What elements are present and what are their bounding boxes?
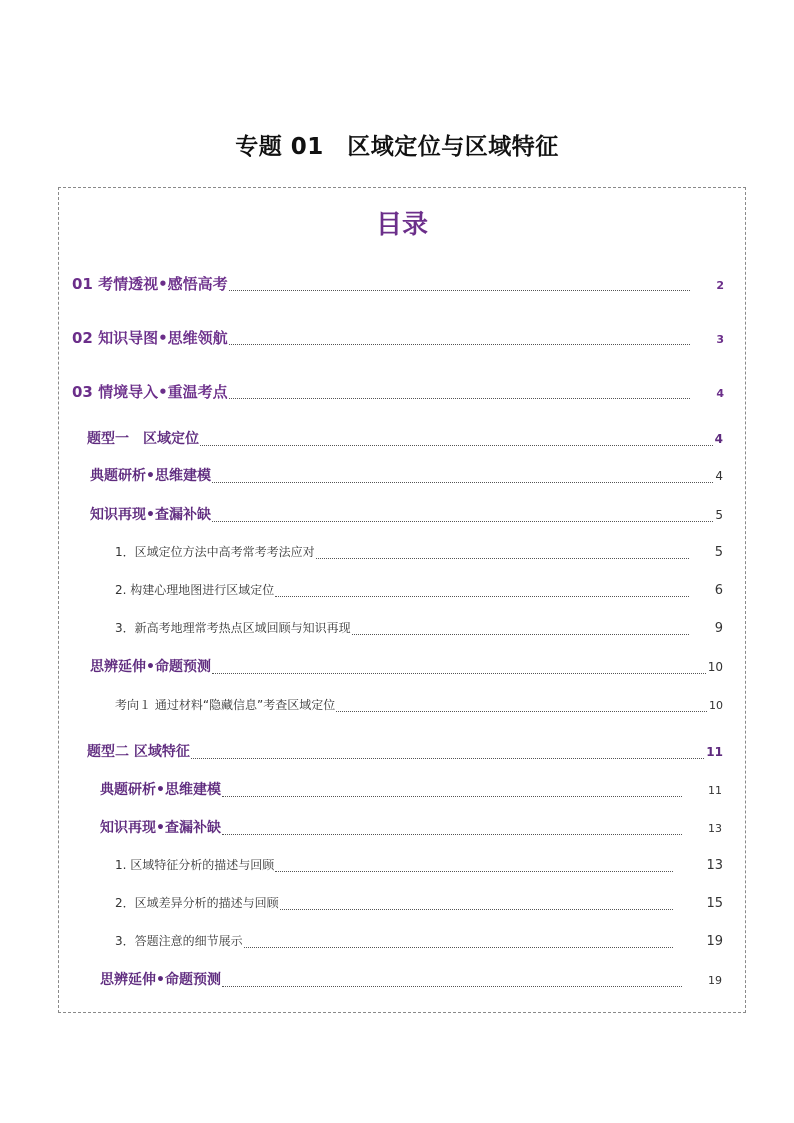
dot-leader [229,344,691,345]
toc-entry-label: 2．区域差异分析的描述与回顾 [115,896,279,910]
toc-entry-page: 15 [706,896,723,911]
dot-leader [275,871,673,872]
toc-entry-page: 4 [715,469,723,483]
toc-entry-label: 思辨延伸•命题预测 [100,972,221,988]
toc-entry-label: 思辨延伸•命题预测 [90,659,211,675]
toc-entry-label: 01 考情透视•感悟高考 [72,275,228,293]
toc-entry-zaixian-2[interactable] [100,817,722,839]
table-of-contents [58,187,746,1013]
toc-entry-qingjing[interactable] [72,381,724,403]
dot-leader [336,711,707,712]
toc-entry-label: 1．区域定位方法中高考常考考法应对 [115,545,315,559]
toc-entry-label: 03 情境导入•重温考点 [72,383,228,401]
dot-leader [280,909,673,910]
dot-leader [222,986,682,987]
toc-entry-tixing-1[interactable] [87,428,723,450]
dot-leader [200,445,713,446]
dot-leader [275,596,688,597]
document-title: 专题 01 区域定位与区域特征 [235,134,559,160]
toc-entry-label: 典题研析•思维建模 [100,782,221,798]
toc-entry-page: 11 [706,745,723,759]
toc-entry-sibian-2[interactable] [100,969,722,991]
toc-entry-label: 知识再现•查漏补缺 [100,820,221,836]
toc-entry-zhishi-daotu[interactable] [72,327,724,349]
toc-entry-sub-2-1[interactable] [115,854,723,876]
toc-entry-label: 3．新高考地理常考热点区域回顾与知识再现 [115,621,351,635]
toc-entry-page: 11 [708,784,722,797]
toc-entry-dianti-2[interactable] [100,779,722,801]
toc-entry-page: 19 [708,974,722,987]
toc-entry-sub-2-2[interactable] [115,892,723,914]
toc-entry-label: 题型一 区域定位 [87,431,199,447]
toc-entry-dianti-1[interactable] [90,465,723,487]
toc-entry-label: 1. 区域特征分析的描述与回顾 [115,858,275,872]
dot-leader [316,558,689,559]
toc-entry-page: 2 [716,279,724,292]
dot-leader [244,947,673,948]
toc-entry-page: 5 [714,545,723,560]
toc-entry-page: 4 [714,432,723,446]
toc-entry-sub-1-3[interactable] [115,617,723,639]
toc-entry-label: 典题研析•思维建模 [90,468,211,484]
toc-entry-label: 知识再现•查漏补缺 [90,507,211,523]
toc-entry-page: 10 [707,660,723,674]
toc-entry-sibian-1[interactable] [90,656,723,678]
toc-entry-page: 5 [715,508,723,522]
toc-entry-label: 考向１ 通过材料“隐藏信息”考查区域定位 [115,698,336,712]
toc-entry-kaoqing[interactable] [72,273,724,295]
toc-entry-page: 13 [706,858,723,873]
toc-entry-label: 题型二 区域特征 [87,744,190,760]
toc-entry-sub-2-3[interactable] [115,930,723,952]
dot-leader [222,796,682,797]
dot-leader [212,521,713,522]
toc-entry-kaoxiang-1[interactable] [115,694,723,716]
toc-entry-zaixian-1[interactable] [90,504,723,526]
toc-entry-page: 6 [714,583,723,598]
toc-entry-tixing-2[interactable] [87,741,723,763]
toc-entry-page: 4 [716,387,724,400]
dot-leader [212,673,706,674]
dot-leader [191,758,704,759]
toc-entry-page: 3 [716,333,724,346]
toc-entry-label: 2. 构建心理地图进行区域定位 [115,583,275,597]
toc-entry-page: 19 [706,934,723,949]
dot-leader [229,290,691,291]
dot-leader [229,398,691,399]
toc-entry-sub-1-1[interactable] [115,541,723,563]
dot-leader [212,482,713,483]
toc-entry-sub-1-2[interactable] [115,579,723,601]
dot-leader [352,634,689,635]
toc-heading: 目录 [375,210,428,240]
toc-entry-label: 3．答题注意的细节展示 [115,934,243,948]
dot-leader [222,834,682,835]
toc-entry-page: 10 [709,699,723,712]
toc-entry-page: 13 [708,822,722,835]
toc-entry-label: 02 知识导图•思维领航 [72,329,228,347]
toc-entry-page: 9 [714,621,723,636]
